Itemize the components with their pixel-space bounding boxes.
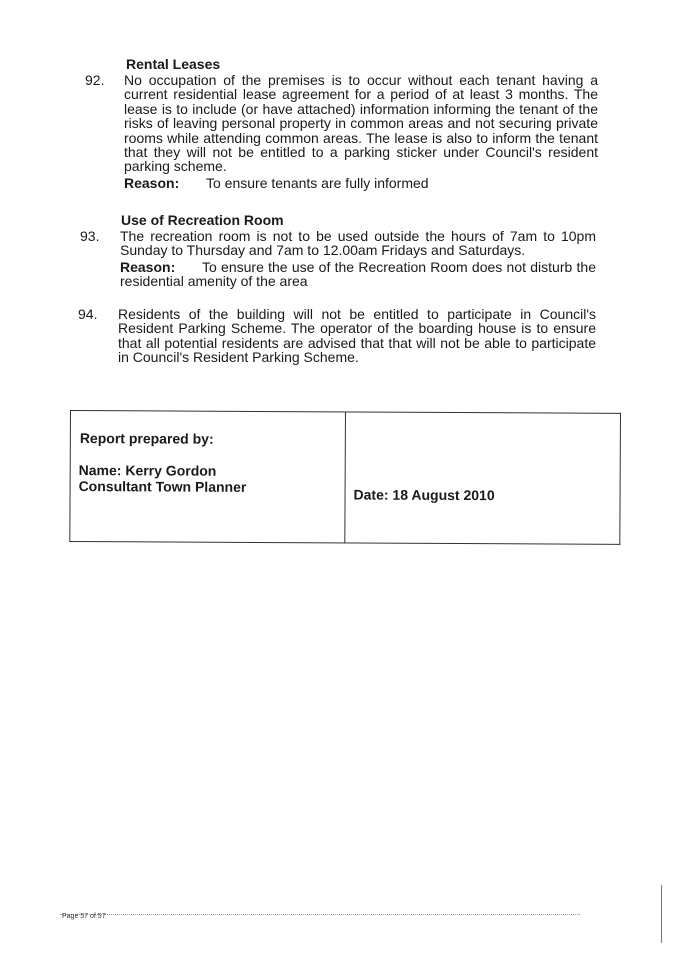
preparer-title: Consultant Town Planner	[78, 478, 247, 495]
condition-93-body	[120, 229, 596, 289]
condition-92-reason	[124, 176, 598, 190]
footer-rule	[60, 914, 580, 915]
preparer-name: Name: Kerry Gordon	[78, 462, 217, 479]
reason-label: Reason:	[124, 174, 180, 191]
table-middle-border	[344, 411, 346, 543]
prepared-by-label: Report prepared by:	[79, 430, 214, 447]
condition-92-body	[124, 73, 598, 190]
section-heading-rental-leases: Rental Leases	[126, 56, 221, 72]
report-date: Date: 18 August 2010	[353, 486, 495, 504]
table-right-border	[619, 413, 621, 545]
condition-94-text: Residents of the building will not be entitled to participate in Council's Resident Parking Scheme. The operator of the boarding house is to ensure that all potential residents are advised that that will not be able to participate in Council's Resident Parking Scheme.	[118, 306, 596, 366]
reason-text: To ensure the use of the Recreation Room does not disturb the residential amenity of the area	[120, 258, 596, 290]
scan-edge-mark	[661, 885, 662, 943]
page-number: Page 57 of 57	[62, 913, 106, 920]
condition-94-body	[118, 307, 596, 365]
report-signoff-table	[69, 410, 621, 553]
condition-number-94: 94.	[78, 306, 98, 322]
condition-93-reason	[120, 260, 596, 289]
condition-number-92: 92.	[85, 72, 105, 88]
reason-label: Reason:	[120, 258, 176, 275]
condition-93-text: The recreation room is not to be used outside the hours of 7am to 10pm Sunday to Thursday and 7am to 12.00am Fridays and Saturdays.	[120, 228, 596, 259]
section-heading-use-of-recreation-room: Use of Recreation Room	[121, 212, 284, 228]
reason-text: To ensure tenants are fully informed	[206, 174, 429, 191]
condition-92-text: No occupation of the premises is to occur without each tenant having a current residential lease agreement for a period of at least 3 months. The lease is to include (or have attached) information informing the tenant of the risks of leaving personal property in common areas and not securing private rooms while attending common areas. The lease is also to inform the tenant that they will not be entitled to a parking sticker under Council's resident parking scheme.	[124, 72, 598, 175]
table-left-border	[69, 410, 71, 542]
condition-number-93: 93.	[80, 228, 100, 244]
